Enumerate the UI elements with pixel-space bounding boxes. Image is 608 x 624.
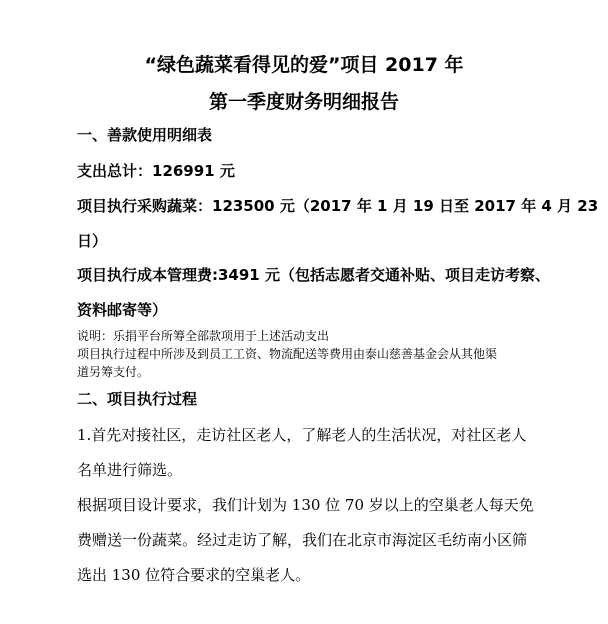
process-paragraph-2-line-2: 费赠送一份蔬菜。经过走访了解，我们在北京市海淀区毛纺南小区筛 [77, 531, 528, 549]
report-title-line-1: “绿色蔬菜看得见的爱”项目 2017 年 [144, 54, 464, 76]
note-line-2: 项目执行过程中所涉及到员工工资、物流配送等费用由泰山慈善基金会从其他渠 [77, 347, 498, 361]
vegetable-purchase-line-1: 项目执行采购蔬菜：123500 元（2017 年 1 月 19 日至 2017 年 4 月 23 [77, 197, 599, 215]
admin-fee-line-2: 资料邮寄等） [77, 301, 168, 319]
total-expense: 支出总计：126991 元 [77, 162, 235, 180]
process-paragraph-2-line-3: 选出 130 位符合要求的空巢老人。 [77, 566, 311, 584]
note-line-3: 道另筹支付。 [77, 365, 150, 379]
section-1-heading: 一、善款使用明细表 [77, 126, 213, 144]
note-line-1: 说明：乐捐平台所筹全部款项用于上述活动支出 [77, 329, 330, 343]
process-paragraph-2-line-1: 根据项目设计要求，我们计划为 130 位 70 岁以上的空巢老人每天免 [77, 496, 534, 514]
admin-fee-line-1: 项目执行成本管理费:3491 元（包括志愿者交通补贴、项目走访考察、 [77, 266, 550, 284]
vegetable-purchase-line-2: 日） [77, 232, 108, 250]
process-paragraph-1-line-2: 名单进行筛选。 [77, 461, 183, 479]
report-title-line-2: 第一季度财务明细报告 [208, 91, 399, 113]
process-paragraph-1-line-1: 1.首先对接社区，走访社区老人，了解老人的生活状况，对社区老人 [77, 426, 527, 444]
section-2-heading: 二、项目执行过程 [77, 390, 198, 408]
